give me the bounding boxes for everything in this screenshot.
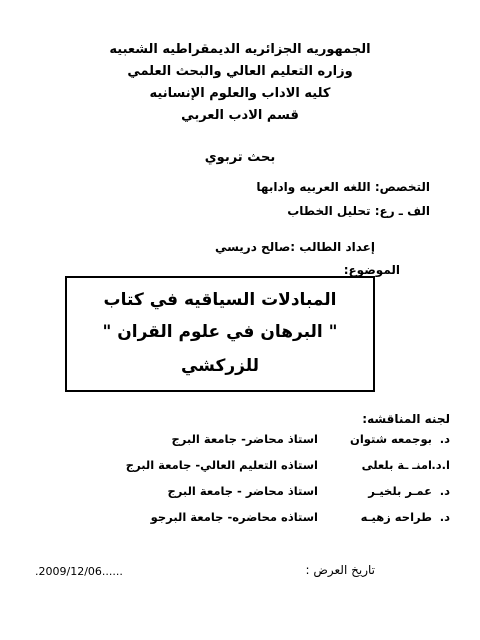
member-name: امنـ ـة بلعلى xyxy=(361,458,432,472)
subject-label: الموضوع: xyxy=(343,263,400,277)
header-republic: الجمهوريه الجزائريه الديمقراطيه الشعبيه xyxy=(109,42,371,57)
member-role: استاذ محاضر - جامعة البرج xyxy=(167,484,318,498)
title-line-2: " البرهان في علوم القران " xyxy=(102,322,338,342)
member-prefix: د. xyxy=(439,432,450,446)
member-prefix: د. xyxy=(439,510,450,524)
presentation-date-label: تاريخ العرض : xyxy=(305,563,375,577)
title-line-1: المبادلات السياقيه في كتاب xyxy=(103,290,337,310)
title-box xyxy=(65,276,375,392)
committee-label: لجنه المناقشه: xyxy=(362,412,450,426)
specialty-line: التخصص: اللغه العربيه وادابها xyxy=(256,180,430,194)
member-name: بوجمعه شتوان xyxy=(350,432,432,446)
member-prefix: د. xyxy=(439,484,450,498)
research-type: بحث تربوي xyxy=(204,150,276,165)
student-line: إعداد الطالب :صالح دريسي xyxy=(214,240,375,254)
member-role: استاذه التعليم العالي- جامعة البرج xyxy=(125,458,318,472)
member-role: استاذه محاضره- جامعة البرجو xyxy=(150,510,318,524)
member-role: استاذ محاضر- جامعة البرج xyxy=(171,432,318,446)
member-prefix: ا.د. xyxy=(431,458,450,472)
header-department: قسم الادب العربي xyxy=(181,108,299,123)
header-faculty: كليه الاداب والعلوم الإنسانيه xyxy=(149,86,331,101)
member-name: عمـر بلخيـر xyxy=(368,484,432,498)
committee-member xyxy=(30,484,450,502)
committee-member xyxy=(30,458,450,476)
committee-member xyxy=(30,510,450,528)
header-ministry: وزاره التعليم العالي والبحث العلمي xyxy=(127,64,353,79)
committee-member xyxy=(30,432,450,450)
presentation-date-value: .2009/12/06...... xyxy=(35,565,123,578)
member-name: طراحه زهيـه xyxy=(360,510,432,524)
title-line-3: للزركشي xyxy=(180,356,260,376)
branch-line: الف ـ رع: تحليل الخطاب xyxy=(287,204,430,218)
